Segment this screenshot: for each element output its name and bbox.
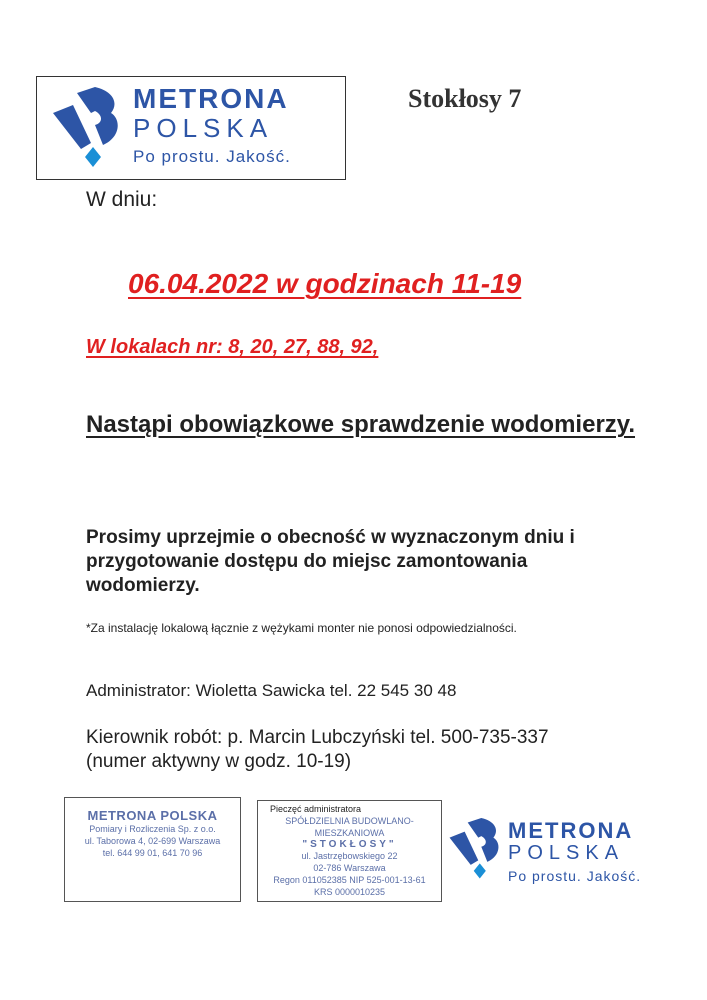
stamp-line: KRS 0000010235	[313, 887, 386, 897]
logo-tagline: Po prostu. Jakość.	[508, 868, 642, 884]
logo-brand-line1: METRONA	[508, 818, 634, 843]
building-address: Stokłosy 7	[408, 84, 522, 113]
metrona-logo-bottom	[448, 812, 678, 892]
stamp-title: METRONA POLSKA	[87, 808, 218, 823]
logo-brand-line2: POLSKA	[508, 842, 625, 864]
flats-list: W lokalach nr: 8, 20, 27, 88, 92,	[86, 336, 379, 358]
intro-label: W dniu:	[86, 188, 158, 211]
logo-brand-line2: POLSKA	[133, 113, 274, 143]
stamp-line: ul. Taborowa 4, 02-699 Warszawa	[84, 836, 221, 846]
manager-line: Kierownik robót: p. Marcin Lubczyński tel. 500-735-337	[86, 727, 549, 748]
stamp-line: 02-786 Warszawa	[313, 863, 386, 873]
manager-hours: (numer aktywny w godz. 10-19)	[86, 751, 352, 772]
metrona-logo-mark	[448, 818, 504, 880]
metrona-logo-top	[36, 76, 346, 180]
notice-headline: Nastąpi obowiązkowe sprawdzenie wodomierzy.	[86, 411, 636, 438]
stamp-name: "STOKŁOSY"	[302, 839, 397, 850]
stamp-line: Pomiary i Rozliczenia Sp. z o.o.	[89, 824, 216, 834]
stamp-line: tel. 644 99 01, 641 70 96	[102, 848, 203, 858]
request-paragraph: Prosimy uprzejmie o obecność w wyznaczonym dniu i przygotowanie dostępu do miejsc zamontowania wodomierzy.	[86, 527, 575, 596]
metrona-logo-mark	[51, 87, 125, 169]
metrona-stamp	[64, 797, 241, 902]
footnote: *Za instalację lokalową łącznie z wężykami monter nie ponosi odpowiedzialności.	[86, 621, 517, 635]
manager-contact	[86, 726, 549, 774]
stamp-line: SPÓŁDZIELNIA BUDOWLANO-MIESZKANIOWA	[285, 816, 414, 838]
logo-tagline: Po prostu. Jakość.	[133, 147, 291, 166]
logo-brand-line1: METRONA	[133, 83, 289, 114]
stamp-line: Regon 011052385 NIP 525-001-13-61	[273, 875, 426, 885]
stamp-header: Pieczęć administratora	[270, 804, 362, 814]
date-time-line: 06.04.2022 w godzinach 11-19	[128, 268, 522, 299]
administrator-stamp	[257, 800, 442, 902]
stamp-line: ul. Jastrzębowskiego 22	[301, 851, 398, 861]
administrator-contact: Administrator: Wioletta Sawicka tel. 22 545 30 48	[86, 681, 457, 700]
